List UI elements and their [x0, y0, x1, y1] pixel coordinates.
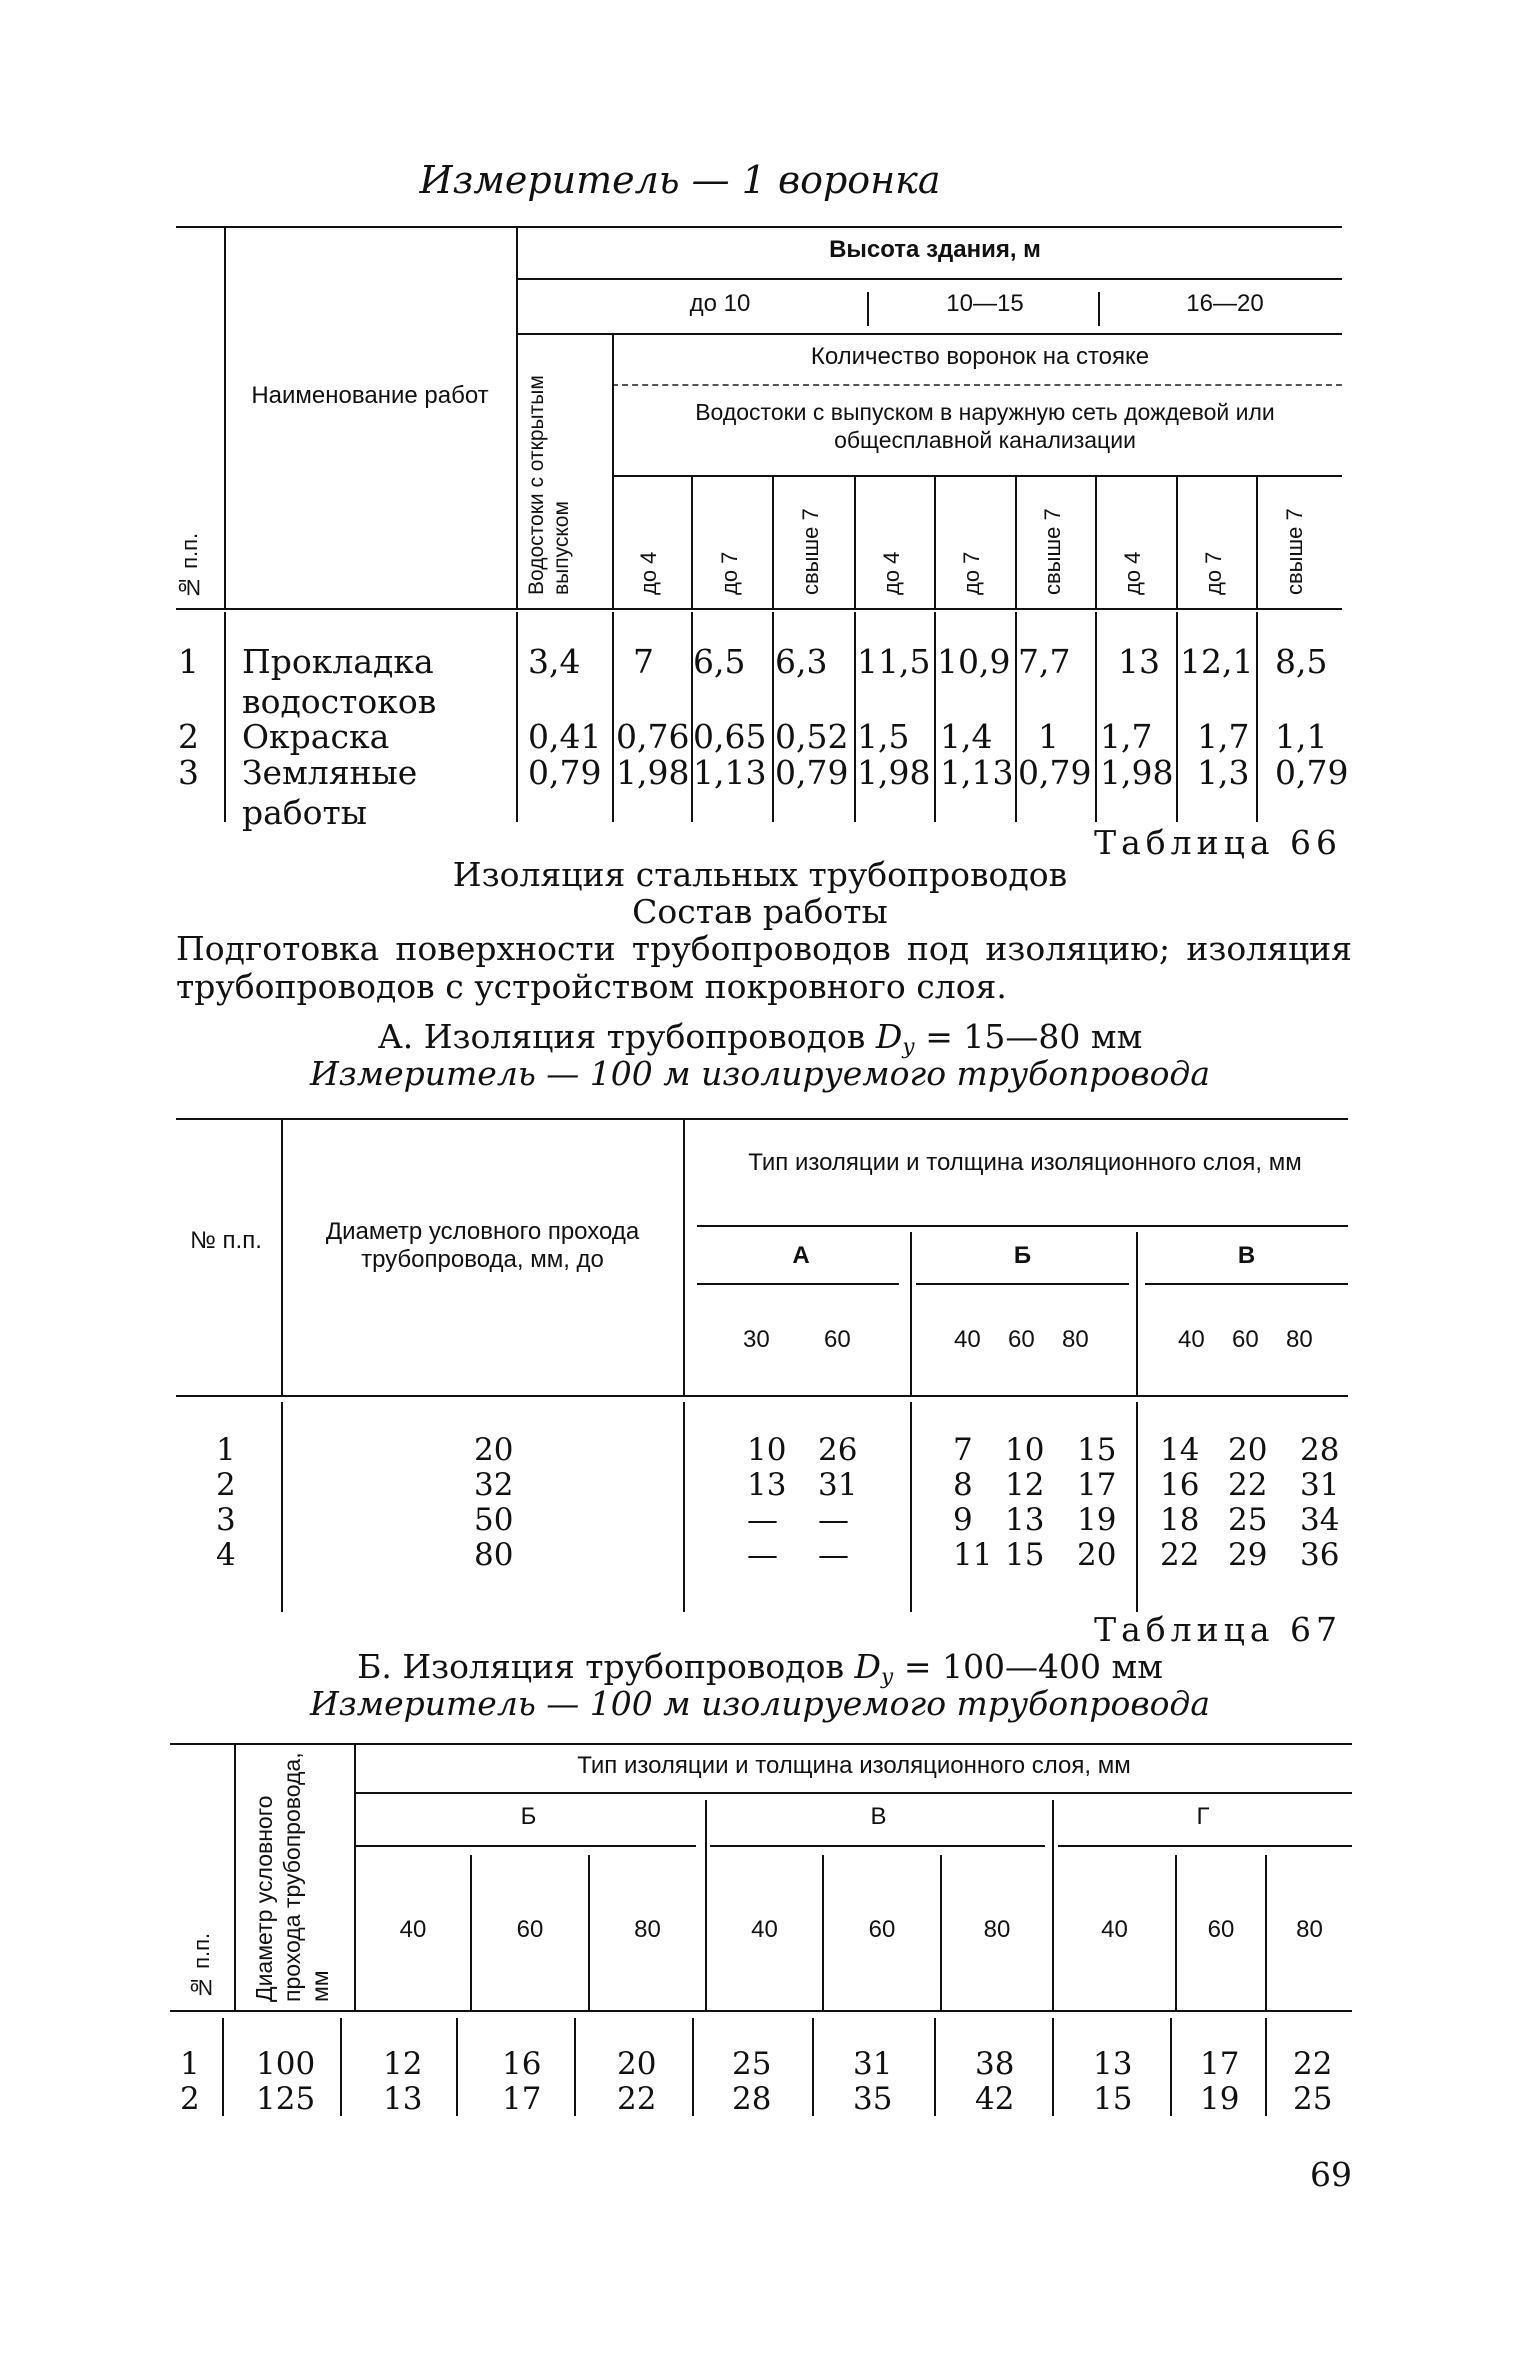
- table66-cell: 10: [747, 1432, 787, 1468]
- table1-cell: 10,9: [937, 642, 1011, 681]
- table1-cell: 0,79: [1275, 753, 1349, 792]
- table66-hdr-no: № п.п.: [190, 1227, 262, 1254]
- table1-cell: 0,79: [528, 753, 602, 792]
- table1-unit-caption: Измеритель — 1 воронка: [419, 158, 941, 202]
- table67-cell: 28: [732, 2081, 772, 2117]
- table67-thick: 80: [1296, 1916, 1323, 1943]
- table1-hdr-height: Высота здания, м: [829, 236, 1041, 263]
- table67-thick: 60: [1207, 1916, 1235, 1943]
- table67-cell: 16: [502, 2046, 542, 2082]
- table67-cell: 31: [853, 2046, 893, 2082]
- table1-cell: 1,7: [1100, 717, 1153, 756]
- table67-cell: 20: [617, 2046, 657, 2082]
- table66-cell: 12: [1005, 1467, 1045, 1503]
- table66-cell: 28: [1300, 1432, 1340, 1468]
- table67-thick: 40: [751, 1916, 778, 1943]
- table1-subcol-3: свыше 7: [798, 508, 823, 595]
- table1-cell: 1,5: [857, 717, 910, 756]
- table66-cell: 31: [1300, 1467, 1340, 1503]
- table66-unit-caption: Измеритель — 100 м изолируемого трубопровода: [309, 1054, 1211, 1093]
- table66-cell: 3: [216, 1502, 236, 1538]
- table1-cell: 0,79: [1018, 753, 1092, 792]
- table1-cell: 1: [1038, 717, 1059, 756]
- table1-cell: Прокладка водостоков: [242, 642, 437, 721]
- table1-hdr-count: Количество воронок на стояке: [810, 343, 1150, 370]
- table1-hdr-work: Наименование работ: [251, 382, 489, 409]
- table67-cell: 17: [502, 2081, 542, 2117]
- table67-type-1: Б: [520, 1803, 537, 1830]
- table1-group-3: 16—20: [1186, 290, 1264, 317]
- table1-cell: 1,3: [1197, 753, 1250, 792]
- table66-thick: 40: [1178, 1326, 1205, 1353]
- table1-cell: 1,98: [616, 753, 690, 792]
- table66-cell: 25: [1228, 1502, 1268, 1538]
- table66-type-1: А: [792, 1242, 810, 1269]
- table1-cell: 6,5: [693, 642, 746, 681]
- table67-thick: 40: [1101, 1916, 1128, 1943]
- table66-cell: 14: [1160, 1432, 1200, 1468]
- table66-title: Изоляция стальных трубопроводов: [452, 855, 1068, 894]
- table66-cell: 26: [818, 1432, 858, 1468]
- table67-cell: 17: [1200, 2046, 1240, 2082]
- table66-cell: 15: [1005, 1537, 1045, 1573]
- table66-cell: —: [747, 1502, 778, 1538]
- table66-cell: 2: [216, 1467, 236, 1503]
- page-number: 69: [1310, 2155, 1352, 2194]
- table1-cell: 6,3: [775, 642, 828, 681]
- table67-hdr-type: Тип изоляции и толщина изоляционного слоя, мм: [577, 1752, 1131, 1779]
- table67-hdr-no: № п.п.: [189, 1932, 214, 2000]
- table67-cell: 1: [180, 2046, 200, 2082]
- table1-cell: 8,5: [1275, 642, 1328, 681]
- table67-section: Б. Изоляция трубопроводов $D_у$ = 100—400 мм: [357, 1647, 1163, 1690]
- table66-composition-title: Состав работы: [632, 892, 888, 931]
- table67-cell: 38: [975, 2046, 1015, 2082]
- table66-label: Таблица 66: [1094, 823, 1342, 862]
- table66-cell: 80: [474, 1537, 514, 1573]
- table1-cell: 1,13: [940, 753, 1014, 792]
- table67-cell: 2: [180, 2081, 200, 2117]
- table66-cell: 13: [1005, 1502, 1045, 1538]
- table67-cell: 13: [383, 2081, 423, 2117]
- table1-hdr-no: № п.п.: [177, 532, 202, 600]
- table66-cell: —: [818, 1537, 849, 1573]
- table67-hdr-diam: Диаметр условного прохода трубопровода, мм: [251, 1752, 333, 2002]
- table67-thick: 80: [983, 1916, 1011, 1943]
- table1-cell: 1,98: [857, 753, 931, 792]
- table66-cell: 9: [953, 1502, 973, 1538]
- table1-subcol-2: до 7: [717, 551, 742, 595]
- table66-cell: 17: [1077, 1467, 1117, 1503]
- table66-type-2: Б: [1013, 1242, 1032, 1269]
- table1-subcol-8: до 7: [1201, 551, 1226, 595]
- table67-cell: 35: [853, 2081, 893, 2117]
- table67-cell: 100: [256, 2046, 316, 2082]
- table1-subcol-9: свыше 7: [1282, 508, 1307, 595]
- table66-cell: —: [747, 1537, 778, 1573]
- table1-cell: 2: [178, 717, 199, 756]
- table66-cell: 18: [1160, 1502, 1200, 1538]
- table1-subcol-7: до 4: [1120, 551, 1145, 595]
- table66-thick: 80: [1286, 1326, 1313, 1353]
- table67-cell: 13: [1093, 2046, 1133, 2082]
- table1-hdr-open: Водостоки с открытым выпуском: [525, 375, 573, 595]
- table66-thick: 60: [1232, 1326, 1259, 1353]
- table1-cell: 0,52: [775, 717, 849, 756]
- table66-hdr-type: Тип изоляции и толщина изоляционного слоя, мм: [748, 1149, 1302, 1176]
- table66-cell: 7: [953, 1432, 973, 1468]
- table67-cell: 15: [1093, 2081, 1133, 2117]
- table1-cell: 12,1: [1180, 642, 1254, 681]
- table66-cell: 4: [216, 1537, 236, 1573]
- table1-cell: 7,7: [1018, 642, 1071, 681]
- table1-cell: 0,76: [616, 717, 690, 756]
- table67-thick: 60: [868, 1916, 896, 1943]
- table66-hdr-diam: Диаметр условного прохода трубопровода, мм, до: [325, 1218, 640, 1273]
- table66-cell: 8: [953, 1467, 973, 1503]
- table1-cell: 13: [1118, 642, 1160, 681]
- table67-cell: 12: [383, 2046, 423, 2082]
- table67-thick: 60: [516, 1916, 544, 1943]
- table66-cell: 11: [953, 1537, 993, 1573]
- table67-thick: 40: [399, 1916, 427, 1943]
- table1-cell: 0,65: [693, 717, 767, 756]
- table1-subcol-4: до 4: [879, 551, 904, 595]
- table67-type-2: В: [870, 1803, 887, 1830]
- table67-cell: 125: [256, 2081, 316, 2117]
- table1-hdr-outlet: Водостоки с выпуском в наружную сеть дождевой или общесплавной канализации: [695, 399, 1275, 453]
- table66-cell: 19: [1077, 1502, 1117, 1538]
- table66-cell: 15: [1077, 1432, 1117, 1468]
- table67-cell: 25: [1293, 2081, 1333, 2117]
- table67-cell: 19: [1200, 2081, 1240, 2117]
- table66-thick: 80: [1062, 1326, 1089, 1353]
- table67-thick: 80: [634, 1916, 661, 1943]
- table66-cell: 16: [1160, 1467, 1200, 1503]
- table66-thick: 30: [743, 1326, 770, 1353]
- table66-cell: 10: [1005, 1432, 1045, 1468]
- table67-type-3: Г: [1196, 1803, 1210, 1830]
- table66-type-3: В: [1237, 1242, 1256, 1269]
- table1-cell: 1,4: [940, 717, 993, 756]
- table1-subcol-5: до 7: [959, 551, 984, 595]
- table66-cell: 36: [1300, 1537, 1340, 1573]
- table1-cell: 0,79: [775, 753, 849, 792]
- table1-cell: 1: [178, 642, 199, 681]
- table1-cell: 3,4: [528, 642, 581, 681]
- table67-cell: 22: [1293, 2046, 1333, 2082]
- table1-cell: 1,13: [693, 753, 767, 792]
- table1-group-2: 10—15: [946, 290, 1024, 317]
- table66-cell: 34: [1300, 1502, 1340, 1538]
- table67-cell: 25: [732, 2046, 772, 2082]
- table66-thick: 60: [1008, 1326, 1035, 1353]
- table1-cell: 1,1: [1275, 717, 1328, 756]
- table1-subcol-1: до 4: [636, 551, 661, 595]
- table66-thick: 60: [824, 1326, 851, 1353]
- table67-label: Таблица 67: [1094, 1610, 1342, 1649]
- table1-cell: Окраска: [242, 717, 390, 756]
- table66-cell: 1: [216, 1432, 236, 1468]
- table66-cell: 22: [1160, 1537, 1200, 1573]
- table66-cell: 31: [818, 1467, 858, 1503]
- table66-cell: 29: [1228, 1537, 1268, 1573]
- table1-cell: 0,41: [528, 717, 602, 756]
- table67-cell: 22: [617, 2081, 657, 2117]
- table66-cell: 22: [1228, 1467, 1268, 1503]
- table1-cell: 7: [633, 642, 654, 681]
- table66-cell: 32: [474, 1467, 514, 1503]
- table66-section: А. Изоляция трубопроводов $D_у$ = 15—80 мм: [377, 1017, 1143, 1060]
- table1-group-1: до 10: [689, 290, 751, 317]
- table66-cell: 50: [474, 1502, 514, 1538]
- table66-cell: 20: [1077, 1537, 1117, 1573]
- table66-composition: Подготовка поверхности трубопроводов под изоляцию; изоляция трубопроводов с устройством покровного слоя.: [176, 929, 1352, 1006]
- table67-cell: 42: [975, 2081, 1015, 2117]
- table67-unit-caption: Измеритель — 100 м изолируемого трубопровода: [309, 1684, 1211, 1723]
- table66-thick: 40: [954, 1326, 981, 1353]
- table1-cell: 1,98: [1100, 753, 1174, 792]
- table66-cell: —: [818, 1502, 849, 1538]
- table66-cell: 20: [474, 1432, 514, 1468]
- table66-cell: 20: [1228, 1432, 1268, 1468]
- table1-subcol-6: свыше 7: [1040, 508, 1065, 595]
- table1-cell: 3: [178, 753, 199, 792]
- table1-cell: 11,5: [857, 642, 931, 681]
- table66-cell: 13: [747, 1467, 787, 1503]
- table1-cell: 1,7: [1197, 717, 1250, 756]
- table1-cell: Земляные работы: [242, 753, 418, 832]
